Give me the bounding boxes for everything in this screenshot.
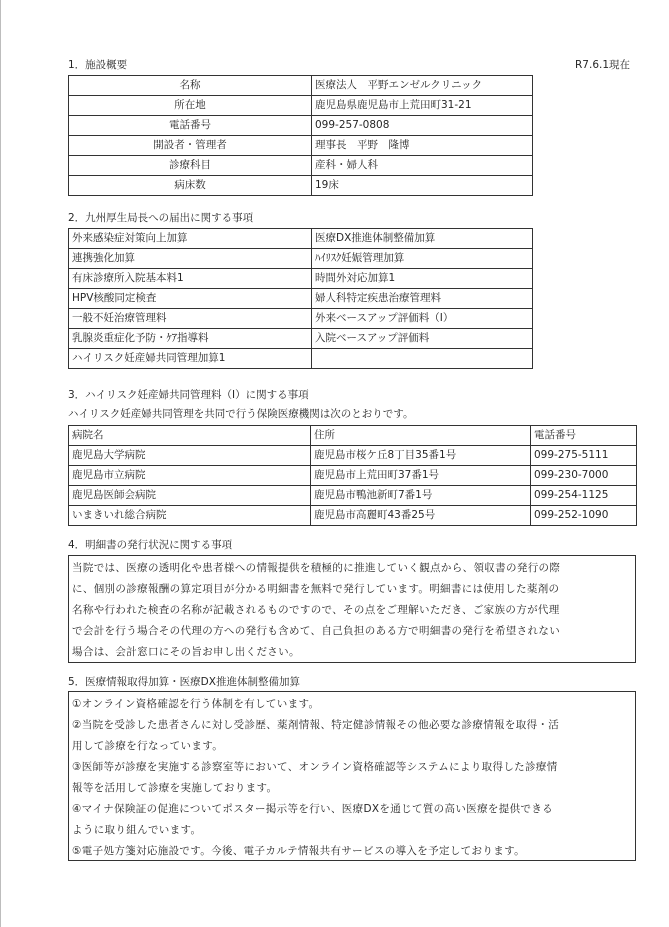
- hospital-address: 鹿児島市高麗町43番25号: [311, 506, 531, 526]
- table-header-row: [69, 426, 637, 446]
- table-row: [69, 289, 533, 309]
- section-1-title: 1．施設概要: [68, 59, 128, 71]
- facility-label: 所在地: [69, 96, 312, 116]
- paragraph-line: ③医師等が診療を実施する診察室等において、オンライン資格確認等システムにより取得した診療情: [72, 761, 558, 773]
- hospital-address: 鹿児島市上荒田町37番1号: [311, 466, 531, 486]
- notification-item: [312, 349, 533, 369]
- table-row: [69, 486, 637, 506]
- section-5-title: 5．医療情報取得加算・医療DX推進体制整備加算: [68, 676, 300, 688]
- table-row: [69, 229, 533, 249]
- notification-item: 有床診療所入院基本料1: [69, 269, 312, 289]
- facility-value: 医療法人 平野エンゼルクリニック: [312, 76, 533, 96]
- hospital-name: いまきいれ総合病院: [69, 506, 311, 526]
- paragraph-line: 場合は、会計窓口にその旨お申し出ください。: [72, 646, 300, 658]
- table-row: [69, 466, 637, 486]
- paragraph-line: ①オンライン資格確認を行う体制を有しています。: [72, 698, 320, 710]
- hospital-address: 鹿児島市鴨池新町7番1号: [311, 486, 531, 506]
- section-3-subtitle: ハイリスク妊産婦共同管理を共同で行う保険医療機関は次のとおりです。: [68, 408, 414, 420]
- hospital-name: 鹿児島大学病院: [69, 446, 311, 466]
- notification-item: 乳腺炎重症化予防・ｹｱ指導料: [69, 329, 312, 349]
- paragraph-line: 報等を活用して診療を実施しております。: [72, 782, 278, 794]
- paragraph-line: ように取り組んでいます。: [72, 824, 202, 836]
- facility-label: 電話番号: [69, 116, 312, 136]
- facility-value: 19床: [312, 176, 533, 196]
- paragraph-line: ⑤電子処方箋対応施設です。今後、電子カルテ情報共有サービスの導入を予定しております。: [72, 845, 525, 857]
- table-row: [69, 136, 533, 156]
- hospital-name: 鹿児島医師会病院: [69, 486, 311, 506]
- table-row: [69, 329, 533, 349]
- table-row: [69, 116, 533, 136]
- notification-item: ハイリスク妊産婦共同管理加算1: [69, 349, 312, 369]
- notification-item: 医療DX推進体制整備加算: [312, 229, 533, 249]
- facility-table: [68, 75, 533, 196]
- facility-label: 名称: [69, 76, 312, 96]
- hospital-phone: 099-254-1125: [531, 486, 637, 506]
- paragraph-line: 用して診療を行なっています。: [72, 740, 224, 752]
- facility-value: 鹿児島県鹿児島市上荒田町31-21: [312, 96, 533, 116]
- column-header: 電話番号: [531, 426, 637, 446]
- hospital-phone: 099-275-5111: [531, 446, 637, 466]
- paragraph-line: 当院では、医療の透明化や患者様への情報提供を積極的に推進していく観点から、領収書の発行の際: [72, 562, 561, 574]
- paragraph-line: 名称や行われた検査の名称が記載されるものですので、その点をご理解いただき、ご家族の方が代理: [72, 604, 560, 616]
- paragraph-line: ④マイナ保険証の促進についてポスター掲示等を行い、医療DXを通じて質の高い医療を提供できる: [72, 803, 554, 815]
- section-3-title: 3．ハイリスク妊産婦共同管理料（Ⅰ）に関する事項: [68, 389, 309, 401]
- notification-table: [68, 228, 533, 369]
- receipt-notice-box: [68, 555, 636, 663]
- column-header: 住所: [311, 426, 531, 446]
- section-2-title: 2．九州厚生局長への届出に関する事項: [68, 212, 254, 224]
- hospital-address: 鹿児島市桜ケ丘8丁目35番1号: [311, 446, 531, 466]
- table-row: [69, 506, 637, 526]
- facility-value: 099-257-0808: [312, 116, 533, 136]
- notification-item: ﾊｲﾘｽｸ妊娠管理加算: [312, 249, 533, 269]
- table-row: [69, 176, 533, 196]
- notification-item: 時間外対応加算1: [312, 269, 533, 289]
- date-label: R7.6.1現在: [575, 59, 631, 71]
- hospital-phone: 099-252-1090: [531, 506, 637, 526]
- table-row: [69, 309, 533, 329]
- facility-label: 病床数: [69, 176, 312, 196]
- facility-value: 理事長 平野 隆博: [312, 136, 533, 156]
- paragraph-line: で会計を行う場合その代理の方への発行も含めて、自己負担のある方で明細書の発行を希望されない: [72, 625, 561, 637]
- table-row: [69, 156, 533, 176]
- notification-item: 連携強化加算: [69, 249, 312, 269]
- facility-label: 開設者・管理者: [69, 136, 312, 156]
- notification-item: 一般不妊治療管理料: [69, 309, 312, 329]
- table-row: [69, 446, 637, 466]
- paragraph-line: に、個別の診療報酬の算定項目が分かる明細書を無料で発行しています。明細書には使用した薬剤の: [72, 583, 560, 595]
- notification-item: 外来感染症対策向上加算: [69, 229, 312, 249]
- page-edge: [0, 0, 1, 927]
- hospital-name: 鹿児島市立病院: [69, 466, 311, 486]
- notification-item: 入院ベースアップ評価料: [312, 329, 533, 349]
- table-row: [69, 96, 533, 116]
- dx-info-box: [68, 691, 636, 861]
- facility-value: 産科・婦人科: [312, 156, 533, 176]
- column-header: 病院名: [69, 426, 311, 446]
- section-4-title: 4．明細書の発行状況に関する事項: [68, 539, 233, 551]
- facility-label: 診療科目: [69, 156, 312, 176]
- table-row: [69, 249, 533, 269]
- notification-item: 婦人科特定疾患治療管理料: [312, 289, 533, 309]
- notification-item: HPV核酸同定検査: [69, 289, 312, 309]
- table-row: [69, 349, 533, 369]
- table-row: [69, 76, 533, 96]
- paragraph-line: ②当院を受診した患者さんに対し受診歴、薬剤情報、特定健診情報その他必要な診療情報を取得・活: [72, 719, 560, 731]
- table-row: [69, 269, 533, 289]
- hospital-phone: 099-230-7000: [531, 466, 637, 486]
- notification-item: 外来ベースアップ評価料（Ⅰ）: [312, 309, 533, 329]
- hospital-table: [68, 425, 637, 526]
